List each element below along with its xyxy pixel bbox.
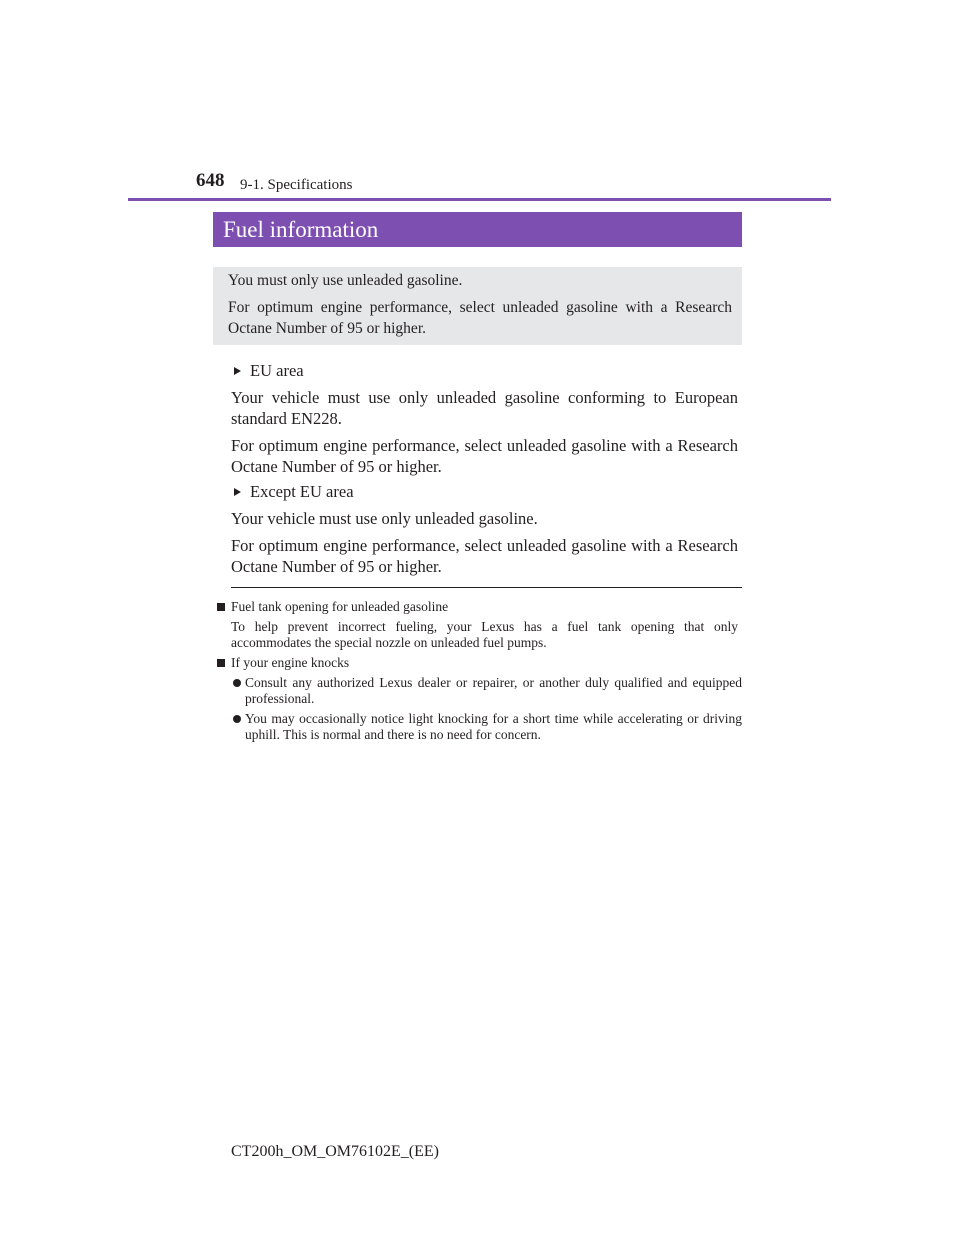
header-rule xyxy=(128,198,831,201)
square-bullet-icon xyxy=(217,659,225,667)
note-heading-fuel-tank-text: Fuel tank opening for unleaded gasoline xyxy=(231,599,449,614)
round-bullet-icon xyxy=(233,679,241,687)
note-text-fuel-tank: To help prevent incorrect fueling, your Lexus has a fuel tank opening that only accommodates the special nozzle on unleaded fuel pumps. xyxy=(231,619,738,650)
except-eu-area-para-1: Your vehicle must use only unleaded gasoline. xyxy=(231,509,538,528)
section-title: Fuel information xyxy=(213,212,742,247)
eu-area-para-2: For optimum engine performance, select unleaded gasoline with a Research Octane Number of 95 or higher. xyxy=(231,436,738,476)
round-bullet-icon xyxy=(233,715,241,723)
page-number: 648 xyxy=(196,170,225,191)
square-bullet-icon xyxy=(217,603,225,611)
knocks-bullet-1-text: Consult any authorized Lexus dealer or repairer, or another duly qualified and equipped professional. xyxy=(245,675,742,706)
note-heading-knocks-text: If your engine knocks xyxy=(231,655,350,670)
eu-area-block xyxy=(231,360,738,477)
triangle-bullet-icon xyxy=(234,488,241,496)
note-heading-knocks xyxy=(217,654,349,671)
except-eu-area-heading xyxy=(231,481,738,502)
eu-area-para-1: Your vehicle must use only unleaded gasoline conforming to European standard EN228. xyxy=(231,388,738,428)
notice-line-2: For optimum engine performance, select unleaded gasoline with a Research Octane Number of 95 or higher. xyxy=(228,299,732,337)
eu-area-heading-text: EU area xyxy=(250,361,304,380)
triangle-bullet-icon xyxy=(234,367,241,375)
notice-box xyxy=(213,267,742,345)
except-eu-area-block xyxy=(231,481,738,577)
footer-code: CT200h_OM_OM76102E_(EE) xyxy=(231,1143,439,1160)
notice-line-1: You must only use unleaded gasoline. xyxy=(228,272,463,289)
except-eu-area-heading-text: Except EU area xyxy=(250,482,354,501)
except-eu-area-para-2: For optimum engine performance, select unleaded gasoline with a Research Octane Number of 95 or higher. xyxy=(231,536,738,576)
notes-divider xyxy=(231,587,742,588)
eu-area-heading xyxy=(231,360,738,381)
knocks-bullet-2-text: You may occasionally notice light knocking for a short time while accelerating or driving uphill. This is normal and there is no need for concern. xyxy=(245,711,742,742)
running-head: 9-1. Specifications xyxy=(240,177,353,193)
note-heading-fuel-tank xyxy=(217,598,448,615)
